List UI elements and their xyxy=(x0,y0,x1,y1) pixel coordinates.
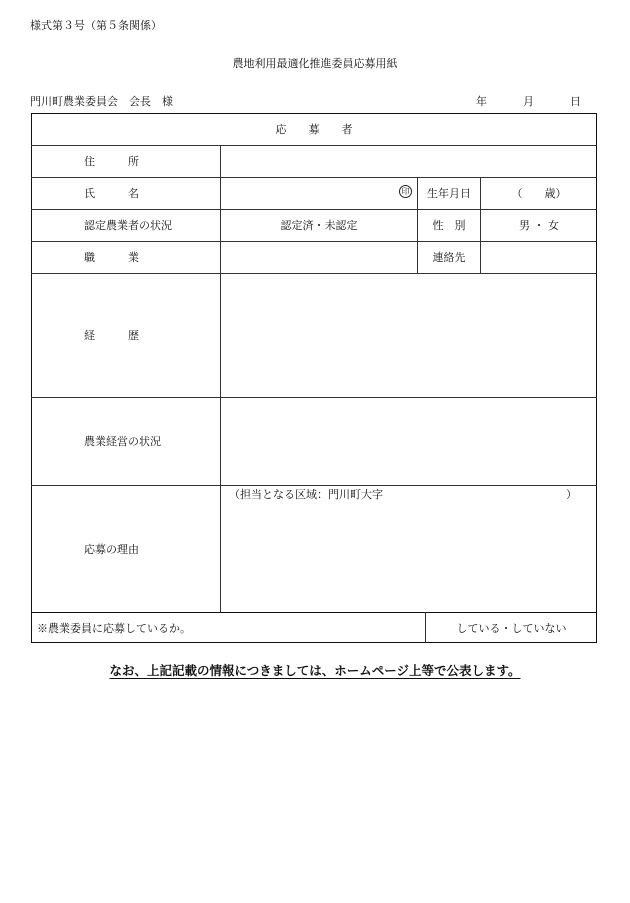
publication-note-text: なお、上記記載の情報につきましては、ホームページ上等で公表します。 xyxy=(109,663,521,678)
question-label: ※農業委員に応募しているか。 xyxy=(37,621,191,635)
career-label: 経 歴 xyxy=(84,329,139,342)
name-field[interactable] xyxy=(221,177,417,209)
contact-label: 連絡先 xyxy=(432,251,466,264)
address-label: 住 所 xyxy=(84,155,139,168)
birthdate-age-field[interactable]: （ 歳） xyxy=(511,187,567,200)
reason-label: 応募の理由 xyxy=(84,542,139,556)
form-title: 農地利用最適化推進委員応募用紙 xyxy=(232,57,398,70)
certified-status-label: 認定農業者の状況 xyxy=(84,219,172,232)
gender-label: 性 別 xyxy=(432,219,466,232)
certified-status-field[interactable]: 認定済・未認定 xyxy=(280,219,358,232)
form-number: 様式第３号（第５条関係） xyxy=(30,19,162,32)
farm-status-field[interactable] xyxy=(221,397,597,485)
area-note-prefix: （担当となる区域：門川町大字 xyxy=(229,488,383,501)
question-answer-field[interactable]: している・していない xyxy=(456,621,567,635)
gender-field[interactable]: 男 ・ 女 xyxy=(519,219,559,232)
name-label: 氏 名 xyxy=(84,187,139,200)
date-year-label: 年 xyxy=(476,95,487,108)
address-field[interactable] xyxy=(221,145,597,177)
seal-mark: 印 xyxy=(399,185,412,198)
date-day-label: 日 xyxy=(570,95,581,108)
publication-note xyxy=(0,660,630,679)
career-field[interactable] xyxy=(221,273,597,397)
addressee: 門川町農業委員会 会長 様 xyxy=(30,95,173,108)
date-month-label: 月 xyxy=(523,95,534,108)
reason-field[interactable] xyxy=(221,503,597,612)
farm-status-label: 農業経営の状況 xyxy=(84,435,161,448)
area-note-suffix: ） xyxy=(566,488,577,501)
occupation-label: 職 業 xyxy=(84,251,139,264)
occupation-field[interactable] xyxy=(221,241,417,273)
contact-field[interactable] xyxy=(481,241,597,273)
applicant-header: 応 募 者 xyxy=(275,123,353,136)
birthdate-label: 生年月日 xyxy=(427,187,471,200)
